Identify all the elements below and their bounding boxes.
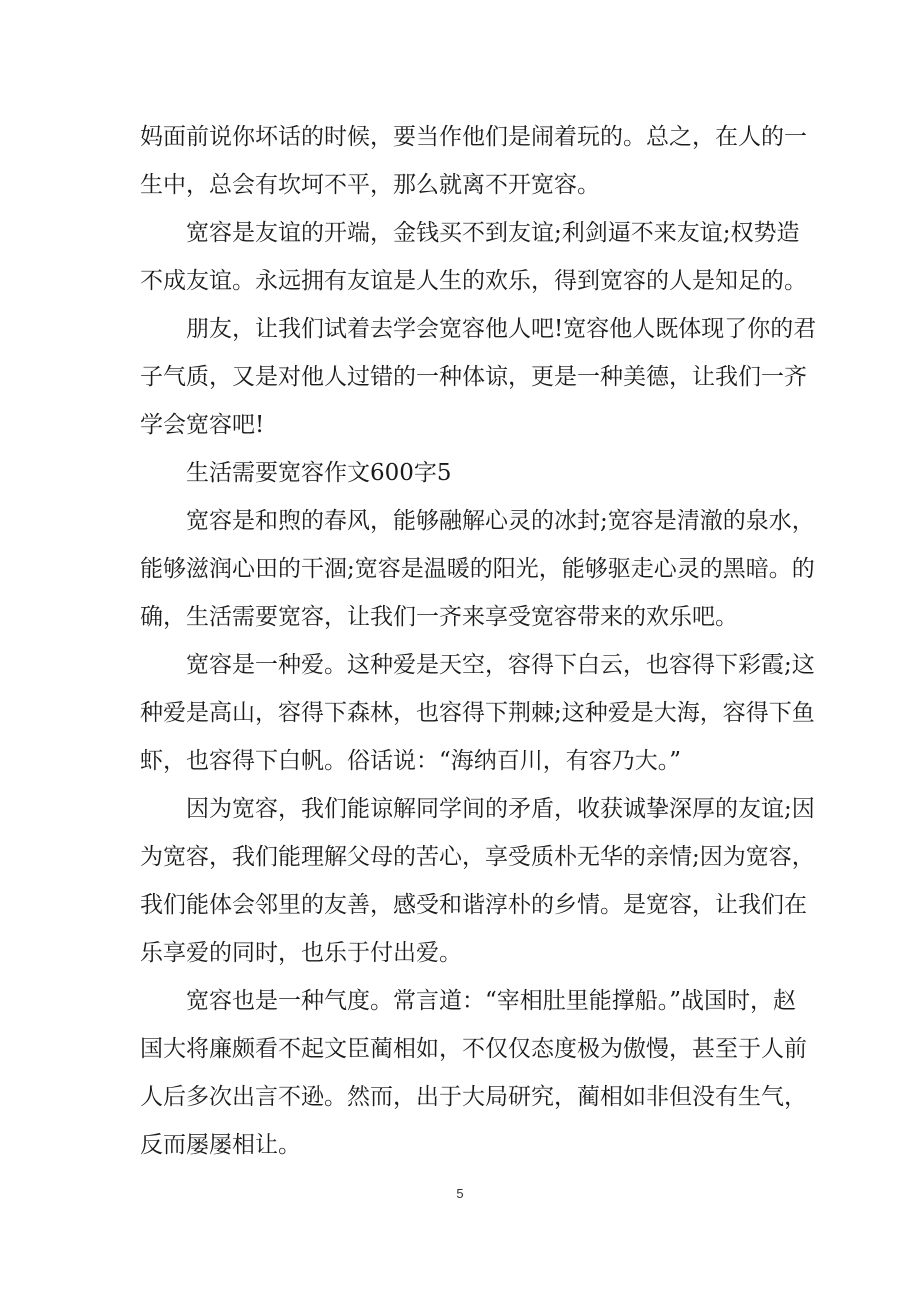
paragraph-start-line: 因为宽容，我们能谅解同学间的矛盾，收获诚挚深厚的友谊;因 [186, 796, 815, 822]
text-line: 我们能体会邻里的友善，感受和谐淳朴的乡情。是宽容，让我们在 [140, 892, 807, 918]
paragraph-start-line: 宽容是一种爱。这种爱是天空，容得下白云，也容得下彩霞;这 [186, 652, 815, 678]
paragraph-start-line: 宽容是和煦的春风，能够融解心灵的冰封;宽容是清澈的泉水， [186, 508, 815, 534]
text-line: 妈面前说你坏话的时候，要当作他们是闹着玩的。总之，在人的一 [140, 124, 807, 150]
text-line: 生中，总会有坎坷不平，那么就离不开宽容。 [140, 172, 600, 198]
text-line: 能够滋润心田的干涸;宽容是温暖的阳光，能够驱走心灵的黑暗。的 [140, 556, 815, 582]
text-line: 为宽容，我们能理解父母的苦心，享受质朴无华的亲情;因为宽容， [140, 844, 815, 870]
text-line: 学会宽容吧! [140, 412, 265, 438]
text-line: 乐享爱的同时，也乐于付出爱。 [140, 940, 462, 966]
text-line: 人后多次出言不逊。然而，出于大局研究，蔺相如非但没有生气， [140, 1084, 807, 1110]
paragraph-start-line: 宽容也是一种气度。常言道：“宰相肚里能撑船。”战国时，赵 [186, 988, 797, 1014]
text-line: 子气质，又是对他人过错的一种体谅，更是一种美德，让我们一齐 [140, 364, 807, 390]
section-heading: 生活需要宽容作文600字5 [186, 460, 452, 486]
paragraph-start-line: 朋友，让我们试着去学会宽容他人吧!宽容他人既体现了你的君 [186, 316, 817, 342]
text-line: 虾，也容得下白帆。俗话说：“海纳百川，有容乃大。” [140, 748, 682, 774]
page-number: 5 [456, 1186, 464, 1201]
text-line: 种爱是高山，容得下森林，也容得下荆棘;这种爱是大海，容得下鱼 [140, 700, 815, 726]
text-line: 反而屡屡相让。 [140, 1132, 301, 1158]
text-line: 不成友谊。永远拥有友谊是人生的欢乐，得到宽容的人是知足的。 [140, 268, 807, 294]
paragraph-start-line: 宽容是友谊的开端，金钱买不到友谊;利剑逼不来友谊;权势造 [186, 220, 800, 246]
text-line: 确，生活需要宽容，让我们一齐来享受宽容带来的欢乐吧。 [140, 604, 738, 630]
text-line: 国大将廉颇看不起文臣蔺相如，不仅仅态度极为傲慢，甚至于人前 [140, 1036, 807, 1062]
